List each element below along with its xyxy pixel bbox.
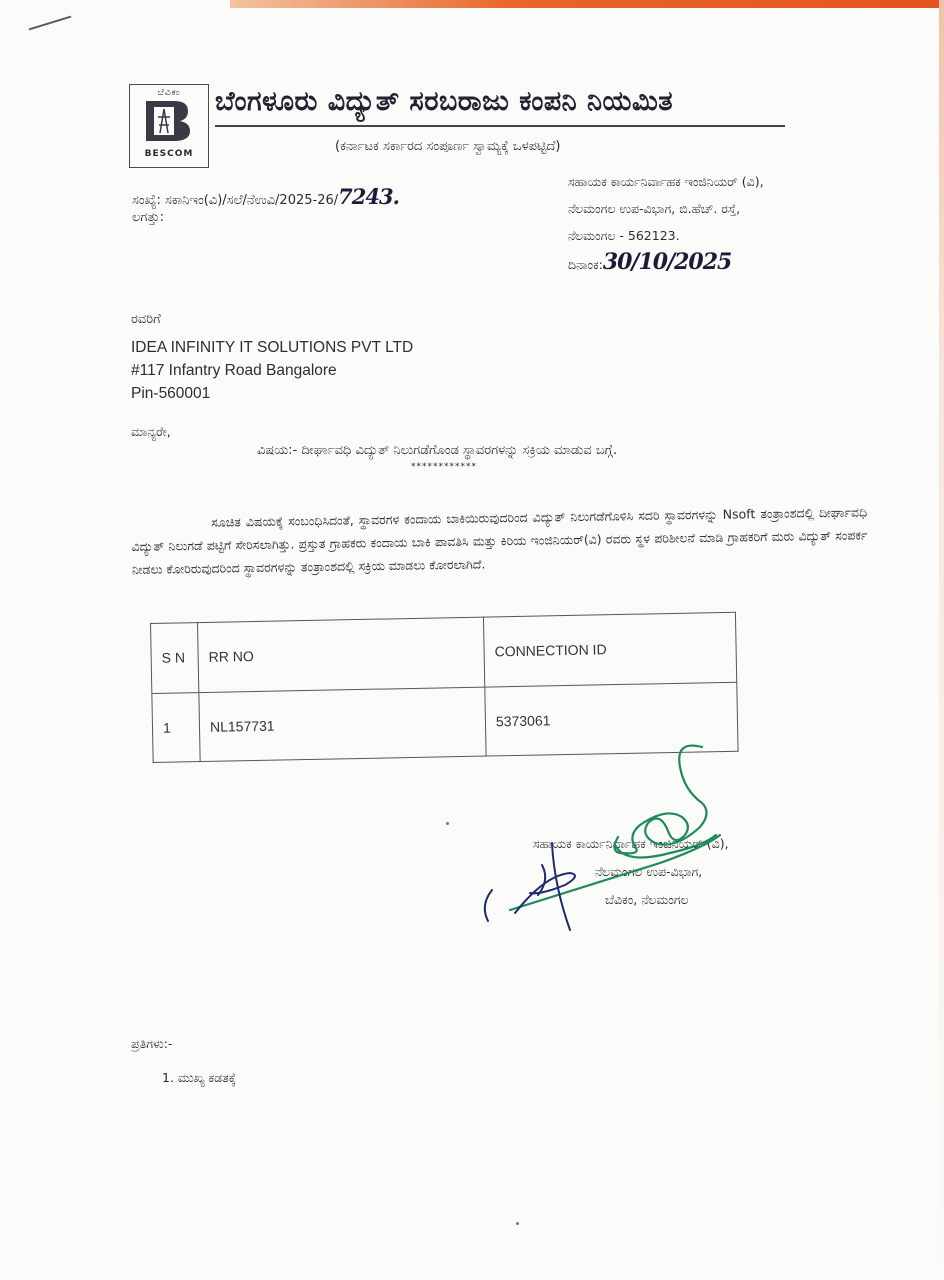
recipient-line2: #117 Infantry Road Bangalore	[131, 362, 337, 379]
cell-sn: 1	[152, 692, 200, 762]
subject-line: ವಿಷಯ:- ದೀರ್ಘಾವಧಿ ವಿದ್ಯುತ್ ನಿಲುಗಡೆಗೊಂಡ ಸ್ಥಾವರಗಳನ್ನು ಸಕ್ರಿಯ ಮಾಡುವ ಬಗ್ಗೆ.	[257, 443, 618, 458]
cell-connection-id: 5373061	[485, 682, 738, 756]
top-edge-stripe	[230, 0, 944, 8]
recipient-label: ರವರಿಗೆ	[131, 312, 161, 327]
sender-line2: ನೆಲಮಂಗಲ ಉಪ-ವಿಭಾಗ, ಬಿ.ಹೆಚ್. ರಸ್ತೆ,	[568, 201, 741, 216]
signatory-line2: ನೆಲಮಂಗಲ ಉಪ-ವಿಭಾಗ,	[595, 864, 703, 879]
separator: ************	[411, 462, 477, 472]
logo-top-text: ಬೆವಿಕಂ	[157, 88, 181, 98]
speck	[446, 822, 449, 825]
cell-rrno: NL157731	[199, 687, 486, 762]
logo-name: BESCOM	[144, 149, 194, 159]
recipient-address	[131, 336, 413, 405]
bescom-logo	[129, 84, 209, 168]
copies-label: ಪ್ರತಿಗಳು:-	[131, 1036, 173, 1051]
header-underline	[215, 125, 785, 127]
reference-handwritten: 7243.	[338, 184, 399, 209]
letter-date	[568, 249, 764, 278]
pen-mark	[29, 16, 72, 31]
handwritten-signature	[470, 735, 730, 940]
company-subtitle: (ಕರ್ನಾಟಕ ಸರ್ಕಾರದ ಸಂಪೂರ್ಣ ಸ್ವಾಮ್ಯಕ್ಕೆ ಒಳಪಟ್ಟಿದೆ)	[335, 139, 561, 154]
letter-body	[131, 500, 868, 581]
signatory-line3: ಬೆವಿಕಂ, ನೆಲಮಂಗಲ	[605, 892, 689, 907]
sender-line1: ಸಹಾಯಕ ಕಾರ್ಯನಿರ್ವಾಹಕ ಇಂಜಿನಿಯರ್ (ವಿ),	[568, 174, 764, 189]
date-handwritten: 30/10/2025	[602, 249, 732, 275]
salutation: ಮಾನ್ಯರೇ,	[131, 424, 171, 439]
col-header-rrno: RR NO	[198, 617, 485, 692]
col-header-connection-id: CONNECTION ID	[483, 612, 736, 686]
recipient-line3: Pin-560001	[131, 385, 211, 402]
recipient-line1: IDEA INFINITY IT SOLUTIONS PVT LTD	[131, 339, 414, 356]
copies-item-1: 1. ಮುಖ್ಯ ಕಡತಕ್ಕೆ	[162, 1070, 237, 1085]
signatory-line1: ಸಹಾಯಕ ಕಾರ್ಯನಿರ್ವಾಹಕ ಇಂಜಿನಿಯರ್ (ವಿ),	[533, 836, 729, 851]
reference-prefix: ಸಂಖ್ಯೆ: ಸಕಾನಿಇಂ(ವಿ)/ಸಲೆ/ನೆಉವಿ/2025-26/	[132, 193, 339, 208]
speck	[516, 1222, 519, 1225]
sender-line3: ನೆಲಮಂಗಲ - 562123.	[568, 228, 680, 243]
body-paragraph: ಸೂಚಿತ ವಿಷಯಕ್ಕೆ ಸಂಬಂಧಿಸಿದಂತೆ, ಸ್ಥಾವರಗಳ ಕಂದಾಯ ಬಾಕಿಯಿರುವುದರಿಂದ ವಿದ್ಯುತ್ ನಿಲುಗಡೆಗೊಳಿಸಿ ಸದರಿ ಸ್ಥಾವರಗಳನ್ನು Nsoft ತಂತ್ರಾಂಶದಲ್ಲಿ ದೀರ್ಘಾವಧಿ ವಿದ್ಯುತ್ ನಿಲುಗಡೆ ಪಟ್ಟಿಗೆ ಸೇರಿಸಲಾಗಿತ್ತು. ಪ್ರಸ್ತುತ ಗ್ರಾಹಕರು ಕಂದಾಯ ಬಾಕಿ ಪಾವತಿಸಿ ಮತ್ತು ಕಿರಿಯ ಇಂಜಿನಿಯರ್(ವಿ) ರವರು ಸ್ಥಳ ಪರಿಶೀಲನೆ ಮಾಡಿ ಗ್ರಾಹಕರಿಗೆ ಮರು ವಿದ್ಯುತ್ ಸಂಪರ್ಕ ನೀಡಲು ಕೋರಿರುವುದರಿಂದ ಸ್ಥಾವರಗಳನ್ನು ತಂತ್ರಾಂಶದಲ್ಲಿ ಸಕ್ರಿಯ ಮಾಡಲು ಕೋರಲಾಗಿದೆ.	[131, 504, 868, 577]
enclosure-label: ಲಗತ್ತು:	[132, 210, 164, 225]
reference-number	[132, 184, 399, 209]
col-header-sn: S N	[151, 623, 199, 693]
date-label: ದಿನಾಂಕ:	[568, 257, 603, 272]
company-name: ಬೆಂಗಳೂರು ವಿದ್ಯುತ್ ಸರಬರಾಜು ಕಂಪನಿ ನಿಯಮಿತ	[215, 86, 674, 117]
sender-address	[568, 168, 764, 278]
bescom-b-icon	[142, 99, 194, 143]
right-edge-shade	[939, 0, 944, 1280]
table-header-row	[151, 612, 737, 693]
